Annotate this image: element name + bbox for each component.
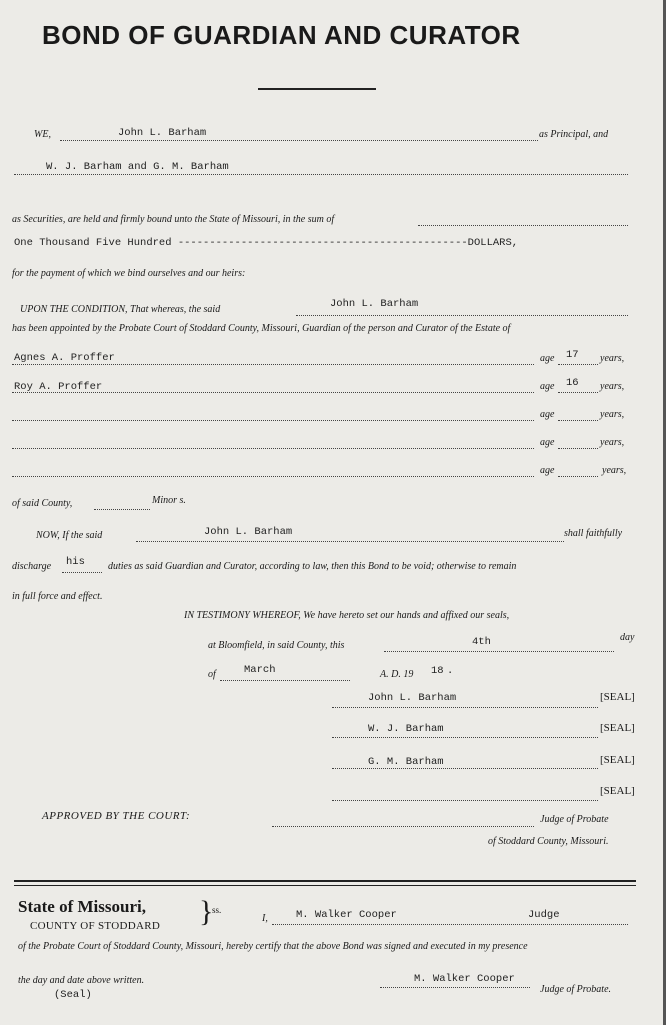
title-underline [258, 88, 376, 90]
minor-line-1 [12, 364, 534, 365]
minor-line-5 [12, 476, 534, 477]
sig-line-3 [332, 768, 598, 769]
minor-name-2: Roy A. Proffer [14, 381, 103, 393]
judge-name-line [272, 924, 628, 925]
year-period: . [447, 665, 454, 677]
day-label: day [620, 632, 635, 643]
minor-line-4 [12, 448, 534, 449]
minor-line-3 [12, 420, 534, 421]
age-label-3: age [540, 409, 555, 420]
of-label: of [208, 669, 216, 680]
county-of-stoddard: COUNTY OF STODDARD [30, 920, 161, 932]
i-label: I, [262, 913, 268, 924]
separator-rule-2 [14, 885, 636, 886]
appointed-text: has been appointed by the Probate Court of Stoddard County, Missouri, Guardian of the person and Curator of the Estate of [12, 323, 511, 334]
separator-rule-1 [14, 880, 636, 882]
cert-signature: M. Walker Cooper [414, 973, 515, 985]
month-value: March [244, 664, 276, 676]
month-line [220, 680, 350, 681]
certify-text: of the Probate Court of Stoddard County, Missouri, hereby certify that the above Bond was signed and executed in my presence [18, 941, 528, 952]
document-title: BOND OF GUARDIAN AND CURATOR [42, 20, 521, 50]
now-name-line [136, 541, 564, 542]
minor-name-1: Agnes A. Proffer [14, 352, 115, 364]
age-line-1 [558, 364, 598, 365]
sum-line-top [418, 225, 628, 226]
at-bloomfield: at Bloomfield, in said County, this [208, 640, 345, 651]
sig-line-1 [332, 707, 598, 708]
minor-age-1: 17 [566, 349, 579, 361]
condition-text: UPON THE CONDITION, That whereas, the said [20, 304, 221, 315]
age-line-3 [558, 420, 598, 421]
judge-of-probate: Judge of Probate [540, 814, 609, 825]
judge-label: Judge [528, 909, 560, 921]
stoddard-county: of Stoddard County, Missouri. [488, 836, 609, 847]
age-label-1: age [540, 353, 555, 364]
years-label-3: years, [600, 409, 625, 420]
seal-4: [SEAL] [600, 785, 635, 797]
seal-label: (Seal) [54, 989, 92, 1001]
pronoun: his [66, 556, 85, 568]
guardian-name: John L. Barham [330, 298, 419, 310]
testimony-line: IN TESTIMONY WHEREOF, We have hereto set our hands and affixed our seals, [184, 610, 510, 621]
day-line [384, 651, 614, 652]
discharge-label: discharge [12, 561, 52, 572]
guardian-line [296, 315, 628, 316]
seal-2: [SEAL] [600, 722, 635, 734]
we-label: WE, [34, 129, 51, 140]
ss-label: ss. [212, 905, 222, 915]
now-name: John L. Barham [204, 526, 293, 538]
pronoun-line [62, 572, 102, 573]
of-said-county: of said County, [12, 498, 73, 509]
age-line-2 [558, 392, 598, 393]
judge-of-probate-2: Judge of Probate. [540, 984, 612, 995]
minor-age-2: 16 [566, 377, 579, 389]
now-if-said: NOW, If the said [36, 530, 103, 541]
sig-line-4 [332, 800, 598, 801]
years-label-5: years, [602, 465, 627, 476]
securities-text: as Securities, are held and firmly bound unto the State of Missouri, in the sum of [12, 214, 335, 225]
years-label-4: years, [600, 437, 625, 448]
duties-text: duties as said Guardian and Curator, according to law, then this Bond to be void; otherwise to remain [108, 561, 517, 572]
sig-line-2 [332, 737, 598, 738]
principal-line [60, 140, 538, 141]
age-line-5 [558, 476, 598, 477]
approved-label: APPROVED BY THE COURT: [42, 810, 191, 822]
signature-2: W. J. Barham [368, 723, 444, 735]
signature-3: G. M. Barham [368, 756, 444, 768]
securities-line [14, 174, 628, 175]
minor-label: Minor s. [152, 495, 186, 506]
age-label-4: age [540, 437, 555, 448]
seal-1: [SEAL] [600, 691, 635, 703]
years-label-1: years, [600, 353, 625, 364]
as-principal-label: as Principal, and [539, 129, 609, 140]
in-full-force: in full force and effect. [12, 591, 103, 602]
shall-faithfully: shall faithfully [564, 528, 623, 539]
judge-name: M. Walker Cooper [296, 909, 397, 921]
year-value: 18 [431, 665, 444, 677]
years-label-2: years, [600, 381, 625, 392]
state-of-missouri: State of Missouri, [18, 897, 146, 916]
principal-name: John L. Barham [118, 127, 207, 139]
age-label-2: age [540, 381, 555, 392]
day-and-date: the day and date above written. [18, 975, 145, 986]
securities-names: W. J. Barham and G. M. Barham [46, 161, 229, 173]
signature-1: John L. Barham [368, 692, 457, 704]
age-label-5: age [540, 465, 555, 476]
day-value: 4th [472, 636, 491, 648]
approved-line [272, 826, 534, 827]
brace: } [199, 895, 214, 928]
seal-3: [SEAL] [600, 754, 635, 766]
age-line-4 [558, 448, 598, 449]
payment-text: for the payment of which we bind ourselves and our heirs: [12, 268, 246, 279]
cert-signature-line [380, 987, 530, 988]
ad-label: A. D. 19 [380, 669, 414, 680]
county-line [94, 509, 150, 510]
sum-text: One Thousand Five Hundred ----------------------------------------------DOLLARS, [14, 237, 519, 249]
